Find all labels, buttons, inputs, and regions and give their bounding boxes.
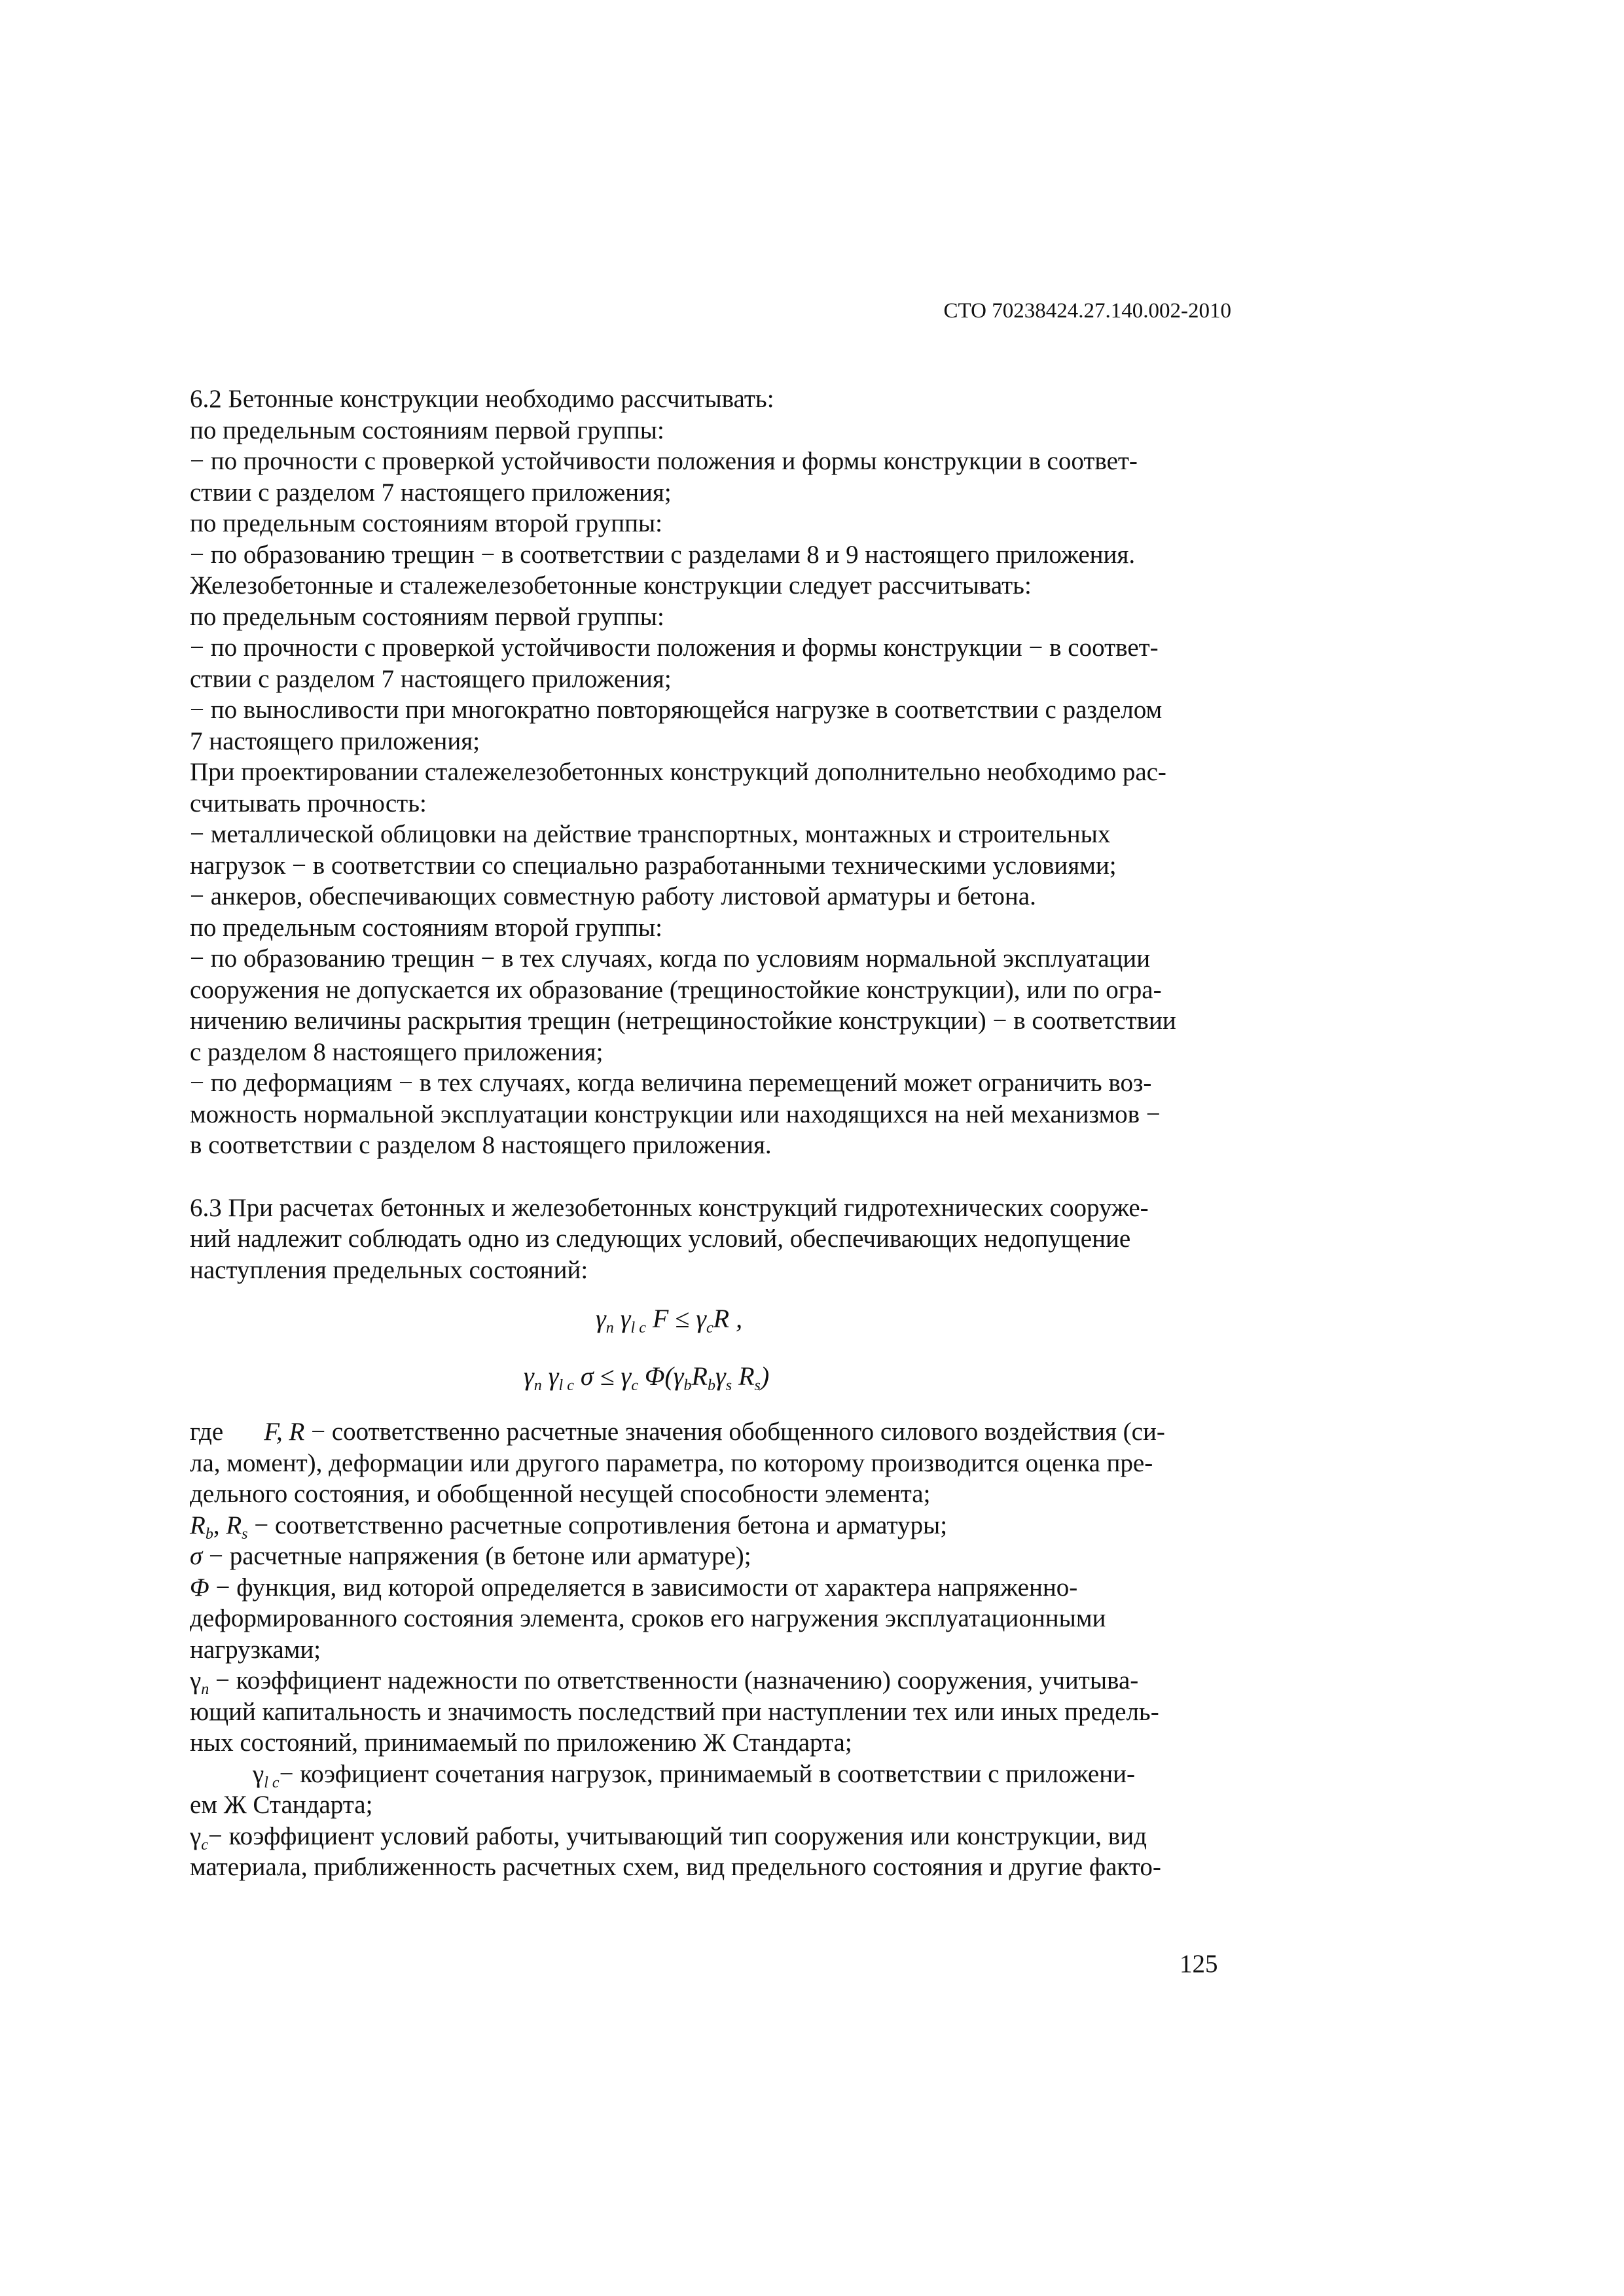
- text-line: − по образованию трещин − в тех случаях, когда по условиям нормальной эксплуатации: [190, 944, 1151, 973]
- text-line: ничению величины раскрытия трещин (нетрещиностойкие конструкции) − в соответствии: [190, 1007, 1176, 1035]
- text-line: по предельным состояниям второй группы:: [190, 913, 662, 942]
- definition-phi: Φ − функция, вид которой определяется в зависимости от характера напряженно-: [190, 1573, 1078, 1602]
- text-line: − по деформациям − в тех случаях, когда величина перемещений может ограничить воз-: [190, 1069, 1152, 1097]
- text-line: 7 настоящего приложения;: [190, 726, 480, 755]
- text-line: дельного состояния, и обобщенной несущей способности элемента;: [190, 1480, 931, 1508]
- text-line: 6.3 При расчетах бетонных и железобетонных конструкций гидротехнических сооруже-: [190, 1193, 1149, 1222]
- definition-gamma-n-continued: [190, 1696, 1237, 1759]
- definition-gamma-c: $\gamma_c-$ коэффициент условий работы, учитывающий тип сооружения или конструкции, вид: [190, 1821, 1147, 1854]
- definition-F-R-continued: [190, 1448, 1237, 1510]
- text-line: ний надлежит соблюдать одно из следующих условий, обеспечивающих недопущение: [190, 1225, 1131, 1253]
- text-line: − по образованию трещин − в соответствии с разделами 8 и 9 настоящего приложения.: [190, 540, 1136, 569]
- page-number: 125: [1180, 1950, 1218, 1978]
- text-line: по предельным состояниям первой группы:: [190, 602, 664, 631]
- definition-gamma-c-continued: [190, 1852, 1237, 1883]
- text-line: по предельным состояниям второй группы:: [190, 509, 662, 537]
- text-line: деформированного состояния элемента, сроков его нагружения эксплуатационными: [190, 1604, 1106, 1632]
- section-6-3-intro: [190, 1193, 1237, 1286]
- text-line: в соответствии с разделом 8 настоящего приложения.: [190, 1131, 772, 1159]
- paragraph-gap: [190, 1161, 1237, 1193]
- text-line: наступления предельных состояний:: [190, 1255, 588, 1284]
- text-line: сооружения не допускается их образование (трещиностойкие конструкции), или по огра-: [190, 975, 1162, 1004]
- text-line: − по прочности с проверкой устойчивости положения и формы конструкции в соответ-: [190, 447, 1138, 475]
- text-line: − по выносливости при многократно повторяющейся нагрузке в соответствии с разделом: [190, 696, 1163, 724]
- text-line: ем Ж Стандарта;: [190, 1791, 373, 1819]
- text-line: можность нормальной эксплуатации конструкции или находящихся на ней механизмов −: [190, 1100, 1161, 1128]
- text-line: − по прочности с проверкой устойчивости положения и формы конструкции − в соответ-: [190, 634, 1159, 662]
- text-line: − анкеров, обеспечивающих совместную работу листовой арматуры и бетона.: [190, 882, 1036, 910]
- text-line: ствии с разделом 7 настоящего приложения;: [190, 664, 672, 693]
- document-code-header: СТО 70238424.27.140.002-2010: [943, 299, 1231, 323]
- text-line: ла, момент), деформации или другого параметра, по которому производится оценка пре-: [190, 1448, 1153, 1477]
- document-body: [190, 384, 1237, 1883]
- text-line: − металлической облицовки на действие транспортных, монтажных и строительных: [190, 820, 1111, 848]
- definition-gamma-lc: $\gamma_{l c}-$ коэфициент сочетания нагрузок, принимаемый в соответствии с приложени-: [253, 1759, 1135, 1791]
- text-line: материала, приближенность расчетных схем, вид предельного состояния и другие факто-: [190, 1853, 1161, 1881]
- formula-1: $\gamma_n$ $\gamma_{l c}$ $F \le \gamma_cR$ ,: [596, 1304, 743, 1336]
- text-line: Железобетонные и сталежелезобетонные конструкции следует рассчитывать:: [190, 571, 1032, 600]
- definition-F-R: где F, R − соответственно расчетные значения обобщенного силового воздействия (си-: [190, 1418, 1165, 1446]
- text-line: с разделом 8 настоящего приложения;: [190, 1037, 604, 1066]
- text-line: ствии с разделом 7 настоящего приложения;: [190, 478, 672, 507]
- definition-gamma-n: $\gamma_n$ − коэффициент надежности по ответственности (назначению) сооружения, учитыва-: [190, 1666, 1139, 1698]
- text-line: нагрузками;: [190, 1635, 321, 1664]
- definition-phi-continued: [190, 1603, 1237, 1665]
- section-6-2: [190, 384, 1237, 1161]
- text-line: нагрузок − в соответствии со специально разработанными техническими условиями;: [190, 851, 1117, 880]
- text-line: 6.2 Бетонные конструкции необходимо рассчитывать:: [190, 385, 774, 413]
- definition-Rb-Rs: $R_b$, $R_s$ − соответственно расчетные сопротивления бетона и арматуры;: [190, 1511, 948, 1543]
- text-line: по предельным состояниям первой группы:: [190, 416, 664, 444]
- formula-2: $\gamma_n$ $\gamma_{l c}$ $\sigma \le \gamma_c$ $\Phi(\gamma_bR_b\gamma_s$ $R_s$): [524, 1361, 770, 1394]
- text-line: ных состояний, принимаемый по приложению Ж Стандарта;: [190, 1729, 852, 1757]
- text-line: считывать прочность:: [190, 789, 427, 817]
- text-line: При проектировании сталежелезобетонных конструкций дополнительно необходимо рас-: [190, 758, 1166, 786]
- definition-sigma: σ − расчетные напряжения (в бетоне или арматуре);: [190, 1542, 751, 1570]
- text-line: ющий капитальность и значимость последствий при наступлении тех или иных предель-: [190, 1697, 1159, 1726]
- definition-gamma-lc-continued: [190, 1789, 1237, 1821]
